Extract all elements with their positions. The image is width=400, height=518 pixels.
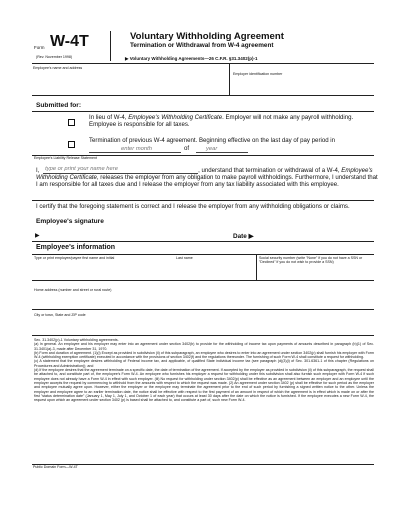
option-in-lieu-text — [89, 114, 379, 128]
form-word: Form — [34, 45, 45, 50]
signature-arrow: ▶ — [35, 233, 40, 239]
signature-field[interactable] — [44, 228, 219, 238]
option-in-lieu-italic: Employee's Withholding Certificate — [128, 114, 223, 121]
city-state-zip-field[interactable] — [34, 319, 372, 333]
termination-month-field[interactable] — [89, 145, 181, 153]
first-name-field[interactable] — [34, 262, 172, 278]
regulation-text — [34, 338, 374, 402]
ssn-label: Social security number (write "None" if you do not have a SSN or "Declined" if you do not wish to provide a SSN) — [259, 256, 363, 265]
first-name-label: Type or print employee/payee first name and initial — [34, 256, 115, 260]
name-row-bottom-rule — [32, 95, 374, 96]
home-address-field[interactable] — [34, 294, 372, 308]
form-subtitle: Termination or Withdrawal from W-4 agreement — [130, 42, 274, 49]
submitted-heading: Submitted for: — [36, 102, 82, 109]
release-part2: , releases the employer from any obligation to make payroll withholdings. Furthermore, I understand that I am responsible for all taxes due and I release the employer from any tax liability associated with this employee. — [36, 174, 378, 189]
certify-top-rule — [32, 200, 374, 201]
employee-name-label: Employee's name and address — [33, 66, 83, 70]
release-part1: , understand that termination or withdrawal of a W-4, — [198, 167, 340, 174]
name-ein-divider — [229, 63, 230, 95]
date-label: Date ▶ — [233, 233, 254, 240]
employee-name-field[interactable] — [33, 72, 225, 94]
info-heading: Employee's information — [36, 244, 116, 251]
release-name-hint: type or print your name here — [45, 166, 118, 172]
home-address-label: Home address (number and street or rural route) — [34, 288, 112, 292]
release-statement — [36, 167, 378, 189]
revision-date: (Rev. November 1998) — [36, 55, 73, 59]
regulation-paragraph: (d) If the employee desires that the agreement terminate on a specific date, the date of termination of the agreement. If accepted by the employer as provided in subdivision (ii) of this subparagraph, the request shall be attached to, and constitute part of, the employee's Form W-4. An employee who furnishes his employer a request for withholding under this subdivision shall also furnish such employer with Form W-4 if such employee does not already have a Form W-4 in effect with such employer. (iii) No request for withholding under section 3402(p) shall be effective as an agreement between an employer and an employee until the employer accepts the request by commencing to withhold from the amounts with respect to which the request was made. (2) An agreement under section 3402 (p) shall be effective for such period as the employer and employee mutually agree upon. However, either the employer or the employee may terminate the agreement prior to the end of such period by furnishing a signed written notice to the other. Unless the employer and employee agree to an earlier termination date, the notice shall be effective with respect to the first payment of an amount in respect of which the agreement is in effect which is made on or after the first "status determination date" (January 1, May 1, July 1, and October 1 of each year) that occurs at least 30 days after the date on which the notice is furnished. If the employee executes a new Form W-4, the request upon which an agreement under section 3402 (p) is based shall be attached to, and constitute a part of, such new Form W-4. — [34, 368, 375, 403]
year-hint: year — [206, 146, 218, 152]
city-state-zip-label: City or town, State and ZIP code — [34, 313, 86, 317]
last-name-field[interactable] — [176, 262, 254, 278]
address-bottom-rule — [32, 309, 374, 310]
header-bottom-rule — [32, 63, 374, 64]
option-in-lieu-prefix: In lieu of W-4, — [89, 114, 129, 121]
form-title: Voluntary Withholding Agreement — [130, 31, 284, 42]
employer-id-label: Employer identification number — [233, 72, 283, 76]
release-i-word: I, — [36, 167, 40, 174]
release-italic: Employee's Withholding Certificate — [36, 167, 373, 182]
city-bottom-rule — [32, 335, 374, 336]
regulation-paragraph: (a) In general. An employee and his employer may enter into an agreement under section 3402(b) to provide for the withholding of income tax upon payments of amounts described in paragraph (b)(1) of Sec. 31.3401(a)-3, made after December 31, 1970. — [34, 342, 374, 351]
option-termination-label: Termination of previous W-4 agreement. Beginning effective on the last day of pay period in — [89, 137, 336, 144]
month-hint: enter month — [121, 146, 152, 152]
regulation-paragraph: (b) Form and duration of agreement. (1)(i) Except as provided in subdivision (ii) of this subparagraph, an employee who desires to enter into an agreement under section 3402(p) shall furnish his employer with Form W-4 (withholding exemption certificate) executed in accordance with the provisions of section 3402(f) and the regulations thereunder. The furnishing of such Form W-4 shall constitute a request for withholding. — [34, 350, 374, 360]
signature-label: Employee's signature — [36, 218, 104, 225]
option-termination-text — [89, 137, 379, 144]
of-word: of — [184, 145, 190, 152]
signature-bottom-rule — [32, 241, 374, 242]
footer-rule — [32, 464, 374, 465]
option-termination-checkbox[interactable] — [68, 141, 75, 148]
option-in-lieu-suffix: . Employer will not make any payroll withholding. Employee is responsible for all taxes. — [89, 114, 354, 129]
release-label: Employee's Liability Release Statement — [34, 156, 98, 160]
release-name-field[interactable] — [43, 168, 198, 174]
form-number: W-4T — [50, 33, 89, 50]
footer-text: Public Domain Form—W-4T — [33, 465, 78, 469]
employer-id-field[interactable] — [233, 78, 373, 94]
ssn-field[interactable] — [259, 266, 373, 278]
option-in-lieu-checkbox[interactable] — [68, 119, 75, 126]
name-info-bottom-rule — [32, 280, 374, 281]
last-name-label: Last name — [176, 256, 193, 260]
certify-text: I certify that the foregoing statement is correct and I release the employer from any withholding obligations or claims. — [36, 203, 350, 210]
date-field[interactable] — [252, 228, 372, 238]
regulation-heading: Sec. 31.3402(p)-1 Voluntary withholding agreements. — [34, 338, 119, 342]
info-heading-rule — [32, 254, 374, 255]
termination-year-field[interactable] — [196, 145, 248, 153]
header-divider-vertical — [110, 31, 111, 61]
regulation-reference: ▶ Voluntary Withholding Agreements—26 C.F.R. §31.3402(p)-1 — [125, 56, 258, 61]
submitted-heading-rule — [32, 111, 374, 112]
ssn-divider — [256, 254, 257, 280]
regulation-paragraph: (c) A statement that the employee desires withholding of Federal income tax, and applicable, of qualified State individual income tax (see paragraph (d)(3)(i) of Sec. 301.6361-1 of this chapter (Regulations on Procedures and Administration)); and — [34, 359, 374, 368]
